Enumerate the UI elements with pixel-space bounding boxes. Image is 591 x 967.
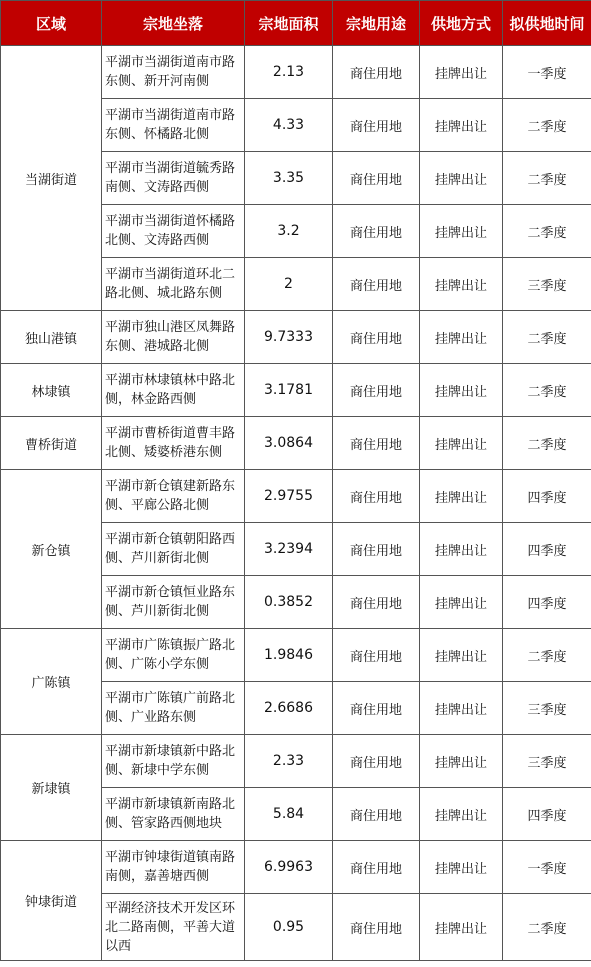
- supply-method-cell: 挂牌出让: [420, 470, 503, 523]
- area-cell: 2.6686: [245, 682, 333, 735]
- location-cell: [102, 629, 245, 682]
- use-cell: 商住用地: [333, 205, 420, 258]
- supply-time-cell: 一季度: [503, 841, 591, 894]
- supply-method-cell: 挂牌出让: [420, 894, 503, 961]
- supply-time-cell: 二季度: [503, 364, 591, 417]
- area-cell: 9.7333: [245, 311, 333, 364]
- area-cell: 5.84: [245, 788, 333, 841]
- location-cell: [102, 152, 245, 205]
- use-cell: 商住用地: [333, 152, 420, 205]
- supply-time-cell: 二季度: [503, 417, 591, 470]
- supply-method-cell: 挂牌出让: [420, 364, 503, 417]
- table-row: [1, 311, 591, 364]
- location-cell: [102, 205, 245, 258]
- use-cell: 商住用地: [333, 894, 420, 961]
- table-row: [1, 46, 591, 99]
- region-cell: 新埭镇: [1, 735, 102, 841]
- use-cell: 商住用地: [333, 788, 420, 841]
- table-row: [1, 470, 591, 523]
- location-cell: [102, 682, 245, 735]
- area-cell: 3.2394: [245, 523, 333, 576]
- use-cell: 商住用地: [333, 576, 420, 629]
- location-text: 平湖市独山港区凤舞路东侧、港城路北侧: [105, 320, 236, 354]
- location-text: 平湖市广陈镇广前路北侧、广业路东侧: [105, 691, 236, 725]
- area-cell: 0.95: [245, 894, 333, 961]
- location-cell: [102, 99, 245, 152]
- region-cell: 林埭镇: [1, 364, 102, 417]
- location-cell: [102, 788, 245, 841]
- supply-method-cell: 挂牌出让: [420, 46, 503, 99]
- location-cell: [102, 576, 245, 629]
- supply-method-cell: 挂牌出让: [420, 417, 503, 470]
- area-cell: 1.9846: [245, 629, 333, 682]
- header-supply-method: 供地方式: [420, 1, 503, 46]
- location-cell: [102, 364, 245, 417]
- area-cell: 2.33: [245, 735, 333, 788]
- supply-time-cell: 二季度: [503, 152, 591, 205]
- supply-time-cell: 四季度: [503, 523, 591, 576]
- location-cell: [102, 46, 245, 99]
- area-cell: 2: [245, 258, 333, 311]
- supply-time-cell: 三季度: [503, 258, 591, 311]
- supply-time-cell: 四季度: [503, 788, 591, 841]
- table-header: [1, 1, 591, 46]
- header-region: 区域: [1, 1, 102, 46]
- area-cell: 3.1781: [245, 364, 333, 417]
- location-cell: [102, 470, 245, 523]
- area-cell: 2.9755: [245, 470, 333, 523]
- header-area: 宗地面积: [245, 1, 333, 46]
- use-cell: 商住用地: [333, 417, 420, 470]
- header-location: 宗地坐落: [102, 1, 245, 46]
- supply-time-cell: 四季度: [503, 576, 591, 629]
- supply-time-cell: 三季度: [503, 682, 591, 735]
- location-text: 平湖市当湖街道南市路东侧、怀橘路北侧: [105, 108, 236, 142]
- supply-method-cell: 挂牌出让: [420, 735, 503, 788]
- location-text: 平湖市钟埭街道镇南路南侧，嘉善塘西侧: [105, 850, 236, 884]
- supply-time-cell: 二季度: [503, 205, 591, 258]
- supply-method-cell: 挂牌出让: [420, 788, 503, 841]
- use-cell: 商住用地: [333, 682, 420, 735]
- area-cell: 3.2: [245, 205, 333, 258]
- area-cell: 6.9963: [245, 841, 333, 894]
- region-cell: 曹桥街道: [1, 417, 102, 470]
- supply-time-cell: 二季度: [503, 629, 591, 682]
- location-cell: [102, 311, 245, 364]
- use-cell: 商住用地: [333, 311, 420, 364]
- supply-method-cell: 挂牌出让: [420, 682, 503, 735]
- supply-method-cell: 挂牌出让: [420, 311, 503, 364]
- location-text: 平湖市当湖街道毓秀路南侧、文涛路西侧: [105, 161, 236, 195]
- area-cell: 2.13: [245, 46, 333, 99]
- use-cell: 商住用地: [333, 46, 420, 99]
- location-text: 平湖市林埭镇林中路北侧，林金路西侧: [105, 373, 236, 407]
- table-row: [1, 841, 591, 894]
- supply-time-cell: 二季度: [503, 311, 591, 364]
- supply-time-cell: 三季度: [503, 735, 591, 788]
- supply-method-cell: 挂牌出让: [420, 523, 503, 576]
- header-supply-time: 拟供地时间: [503, 1, 591, 46]
- location-cell: [102, 417, 245, 470]
- region-cell: 新仓镇: [1, 470, 102, 629]
- use-cell: 商住用地: [333, 99, 420, 152]
- table-row: [1, 417, 591, 470]
- header-row: [1, 1, 591, 46]
- supply-method-cell: 挂牌出让: [420, 629, 503, 682]
- region-cell: 独山港镇: [1, 311, 102, 364]
- supply-method-cell: 挂牌出让: [420, 152, 503, 205]
- use-cell: 商住用地: [333, 258, 420, 311]
- supply-time-cell: 二季度: [503, 894, 591, 961]
- supply-method-cell: 挂牌出让: [420, 576, 503, 629]
- supply-time-cell: 二季度: [503, 99, 591, 152]
- region-cell: 当湖街道: [1, 46, 102, 311]
- region-cell: 广陈镇: [1, 629, 102, 735]
- table-row: [1, 629, 591, 682]
- location-text: 平湖市当湖街道南市路东侧、新开河南侧: [105, 55, 236, 89]
- supply-method-cell: 挂牌出让: [420, 99, 503, 152]
- location-cell: [102, 735, 245, 788]
- use-cell: 商住用地: [333, 841, 420, 894]
- table-row: [1, 364, 591, 417]
- use-cell: 商住用地: [333, 470, 420, 523]
- location-text: 平湖市新埭镇新南路北侧、管家路西侧地块: [105, 797, 236, 831]
- location-text: 平湖市新仓镇朝阳路西侧、芦川新街北侧: [105, 532, 236, 566]
- area-cell: 3.35: [245, 152, 333, 205]
- table-row: [1, 735, 591, 788]
- supply-method-cell: 挂牌出让: [420, 205, 503, 258]
- area-cell: 4.33: [245, 99, 333, 152]
- header-use: 宗地用途: [333, 1, 420, 46]
- location-text: 平湖经济技术开发区环北二路南侧，平善大道以西: [105, 900, 236, 954]
- location-text: 平湖市当湖街道怀橘路北侧、文涛路西侧: [105, 214, 236, 248]
- location-text: 平湖市曹桥街道曹丰路北侧、矮婆桥港东侧: [105, 426, 236, 460]
- supply-method-cell: 挂牌出让: [420, 841, 503, 894]
- location-text: 平湖市广陈镇振广路北侧、广陈小学东侧: [105, 638, 236, 672]
- table-body: [1, 46, 591, 961]
- location-cell: [102, 523, 245, 576]
- supply-time-cell: 四季度: [503, 470, 591, 523]
- location-text: 平湖市当湖街道环北二路北侧、城北路东侧: [105, 267, 236, 301]
- area-cell: 3.0864: [245, 417, 333, 470]
- location-cell: [102, 841, 245, 894]
- supply-time-cell: 一季度: [503, 46, 591, 99]
- location-text: 平湖市新埭镇新中路北侧、新埭中学东侧: [105, 744, 236, 778]
- use-cell: 商住用地: [333, 629, 420, 682]
- location-text: 平湖市新仓镇建新路东侧、平廊公路北侧: [105, 479, 236, 513]
- supply-method-cell: 挂牌出让: [420, 258, 503, 311]
- location-cell: [102, 894, 245, 961]
- use-cell: 商住用地: [333, 735, 420, 788]
- location-text: 平湖市新仓镇恒业路东侧、芦川新街北侧: [105, 585, 236, 619]
- use-cell: 商住用地: [333, 523, 420, 576]
- area-cell: 0.3852: [245, 576, 333, 629]
- use-cell: 商住用地: [333, 364, 420, 417]
- location-cell: [102, 258, 245, 311]
- region-cell: 钟埭街道: [1, 841, 102, 961]
